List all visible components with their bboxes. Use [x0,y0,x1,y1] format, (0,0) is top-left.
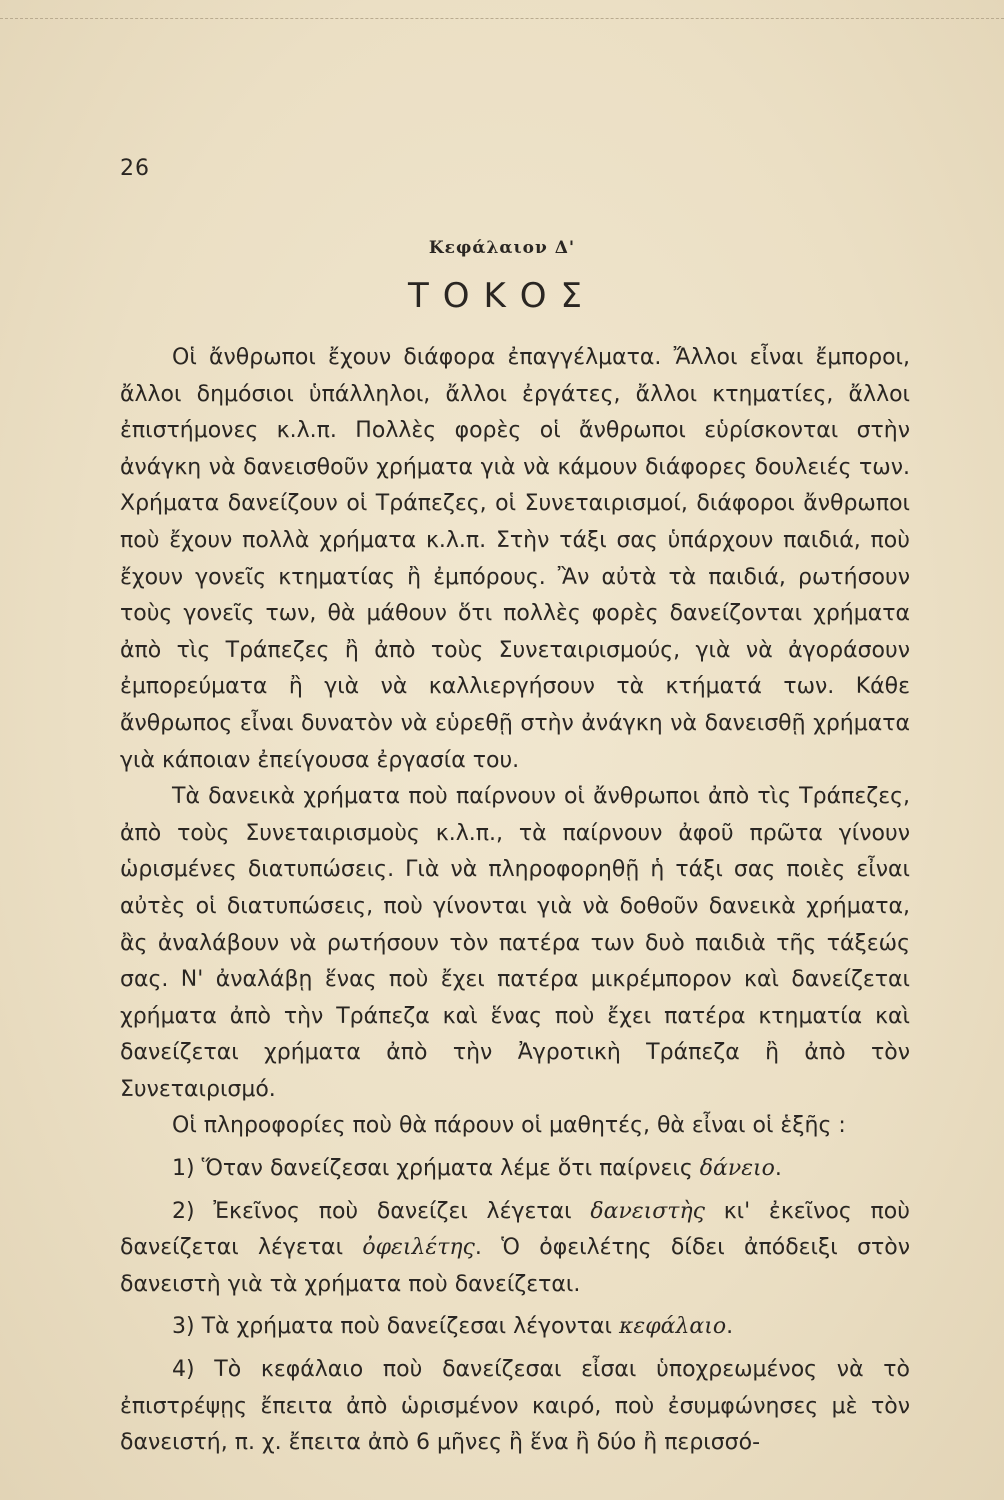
list-item [120,1352,910,1462]
defined-term: δάνειο [699,1156,775,1182]
list-item [120,1309,910,1346]
paragraph: Τὰ δανεικὰ χρήματα ποὺ παίρνουν οἱ ἄνθρωποι ἀπὸ τὶς Τράπεζες, ἀπὸ τοὺς Συνεταιρισμοὺς κ.λ.π., τὰ παίρνουν ἀφοῦ πρῶτα γίνουν ὡρισμένες διατυπώσεις. Γιὰ νὰ πληροφορηθῇ ἡ τάξι σας ποιὲς εἶναι αὐτὲς οἱ διατυπώσεις, ποὺ γίνονται γιὰ νὰ δοθοῦν δανεικὰ χρήματα, ἂς ἀναλάβουν νὰ ρωτήσουν τὸν πατέρα των δυὸ παιδιὰ τῆς τάξεώς σας. Ν' ἀναλάβῃ ἕνας ποὺ ἔχει πατέρα μικρέμπορον καὶ δανείζεται χρήματα ἀπὸ τὴν Τράπεζα καὶ ἕνας ποὺ ἔχει πατέρα κτηματία καὶ δανείζεται χρήματα ἀπὸ τὴν Ἀγροτικὴ Τράπεζα ἢ ἀπὸ τὸν Συνεταιρισμό. [120,784,910,1102]
paragraph: Οἱ πληροφορίες ποὺ θὰ πάρουν οἱ μαθητές, θὰ εἶναι οἱ ἑξῆς : [172,1113,846,1139]
body-text [120,340,910,1462]
chapter-label: Κεφάλαιον Δ' [428,238,576,258]
list-item-text: κι' ἐκεῖνος ποὺ δανείζεται λέγεται [120,1198,910,1261]
list-item [120,1194,910,1304]
list-item-text: . [774,1156,782,1182]
list-item-text: 2) Ἐκεῖνος ποὺ δανείζει λέγεται [172,1198,591,1224]
defined-term: δανειστὴς [590,1198,705,1224]
defined-term: ὀφειλέτης [362,1235,475,1261]
list-item-text: 3) Τὰ χρήματα ποὺ δανείζεσαι λέγονται [172,1314,619,1340]
chapter-title: ΤΟΚΟΣ [407,276,597,316]
list-item-text: . [726,1314,734,1340]
paragraph: Οἱ ἄνθρωποι ἔχουν διάφορα ἐπαγγέλματα. Ἄλλοι εἶναι ἔμποροι, ἄλλοι δημόσιοι ὑπάλληλοι, ἄλλοι ἐργάτες, ἄλλοι κτηματίες, ἄλλοι ἐπιστήμονες κ.λ.π. Πολλὲς φορὲς οἱ ἄνθρωποι εὑρίσκονται στὴν ἀνάγκη νὰ δανεισθοῦν χρήματα γιὰ νὰ κάμουν διάφορες δουλειές των. Χρήματα δανείζουν οἱ Τράπεζες, οἱ Συνεταιρισμοί, διάφοροι ἄνθρωποι ποὺ ἔχουν πολλὰ χρήματα κ.λ.π. Στὴν τάξι σας ὑπάρχουν παιδιά, ποὺ ἔχουν γονεῖς κτηματίας ἢ ἐμπόρους. Ἂν αὐτὰ τὰ παιδιά, ρωτήσουν τοὺς γονεῖς των, θὰ μάθουν ὅτι πολλὲς φορὲς δανείζονται χρήματα ἀπὸ τὶς Τράπεζες ἢ ἀπὸ τοὺς Συνεταιρισμούς, γιὰ νὰ ἀγοράσουν ἐμπορεύματα ἢ γιὰ νὰ καλλιεργήσουν τὰ κτήματά των. Κάθε ἄνθρωπος εἶναι δυνατὸν νὰ εὑρεθῇ στὴν ἀνάγκη νὰ δανεισθῇ χρήματα γιὰ κάποιαν ἐπείγουσα ἐργασία του. [120,345,910,773]
list-item-text: 4) Τὸ κεφάλαιο ποὺ δανείζεσαι εἶσαι ὑποχρεωμένος νὰ τὸ ἐπιστρέψῃς ἔπειτα ἀπὸ ὡρισμένον καιρό, ποὺ ἐσυμφώνησες μὲ τὸν δανειστή, π. χ. ἔπειτα ἀπὸ 6 μῆνες ἢ ἕνα ἢ δύο ἢ περισσό- [120,1357,910,1456]
list-item-text: . Ὁ ὀφειλέτης δίδει ἀπόδειξι στὸν δανειστὴ γιὰ τὰ χρήματα ποὺ δανείζεται. [120,1235,911,1297]
page-number: 26 [120,156,150,181]
list-item [120,1151,910,1188]
top-edge-rule [0,0,1004,19]
defined-term: κεφάλαιο [618,1314,727,1340]
list-item-text: 1) Ὅταν δανείζεσαι χρήματα λέμε ὅτι παίρνεις [172,1156,700,1182]
